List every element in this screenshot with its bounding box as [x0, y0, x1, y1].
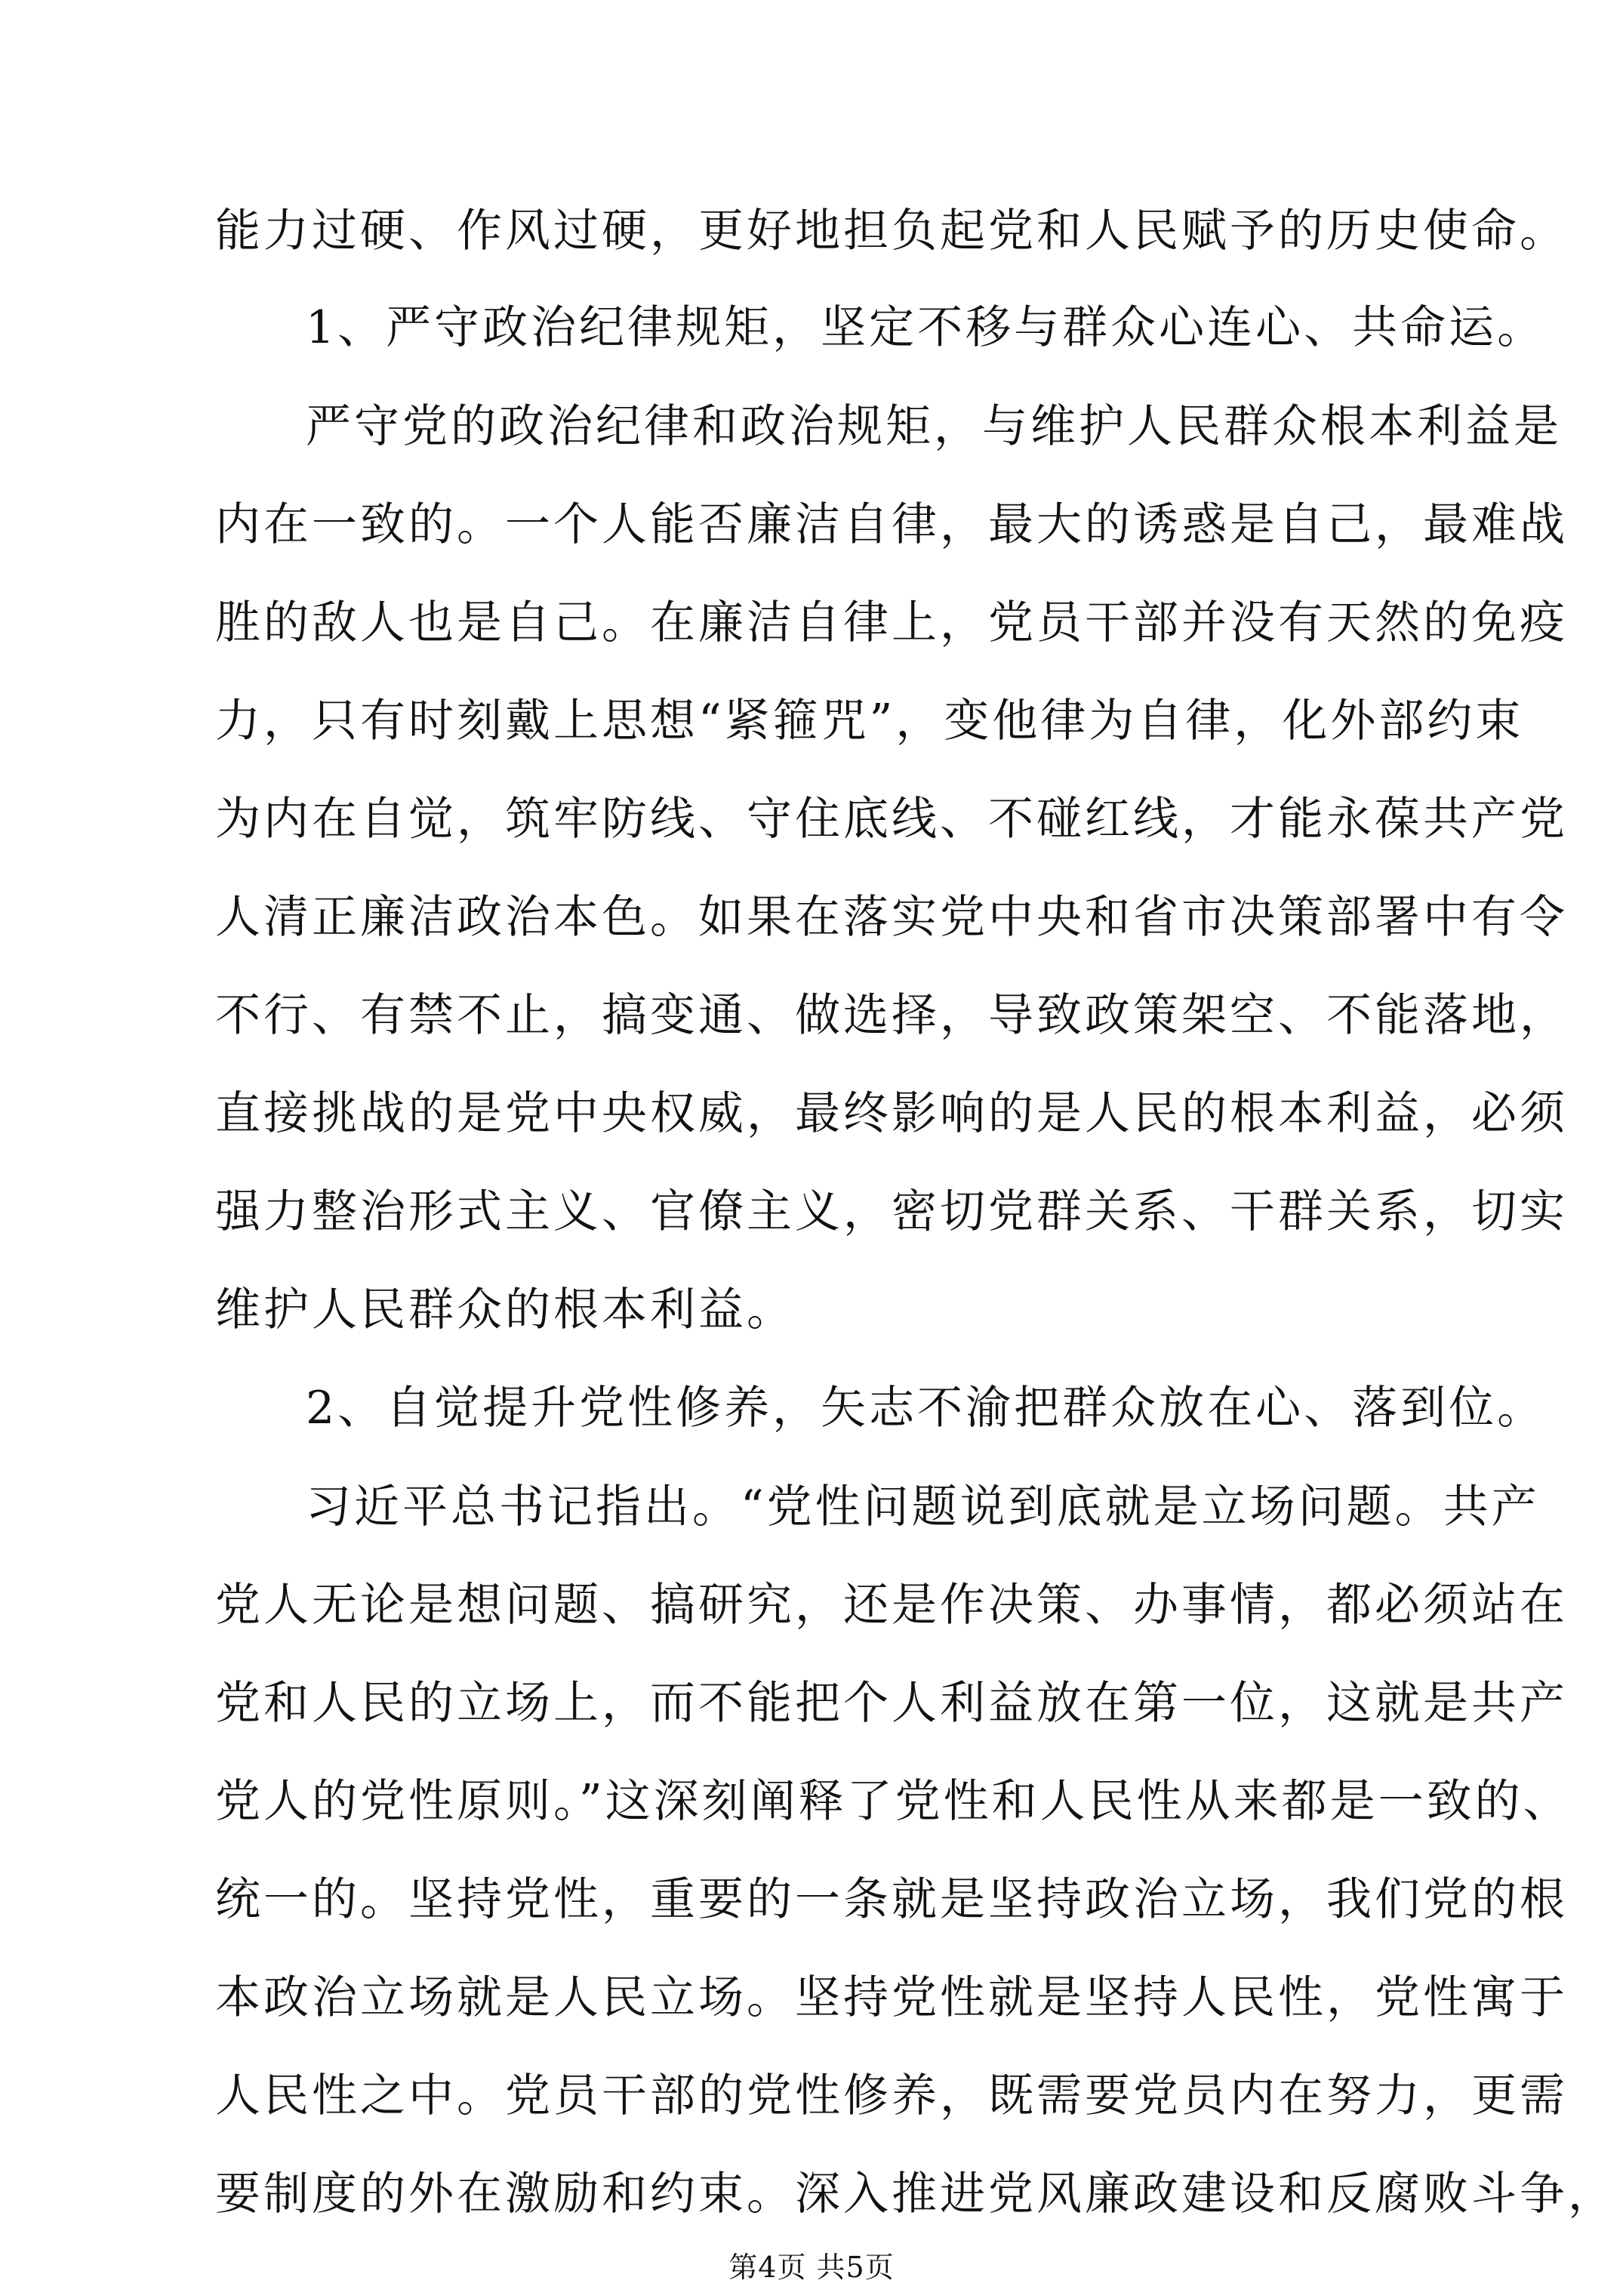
text-line: 本政治立场就是人民立场。坚持党性就是坚持人民性，党性寓于: [215, 1971, 1568, 2024]
text-line: 要制度的外在激励和约束。深入推进党风廉政建设和反腐败斗争，: [215, 2168, 1616, 2220]
text-line: 人清正廉洁政治本色。如果在落实党中央和省市决策部署中有令: [215, 891, 1568, 944]
text-line: 习近平总书记指出。“党性问题说到底就是立场问题。共产: [306, 1481, 1540, 1533]
text-line: 维护人民群众的根本利益。: [215, 1284, 795, 1336]
text-line: 内在一致的。一个人能否廉洁自律，最大的诱惑是自己，最难战: [215, 498, 1568, 551]
text-line: 人民性之中。党员干部的党性修养，既需要党员内在努力，更需: [215, 2069, 1568, 2122]
text-line: 党人的党性原则。”这深刻阐释了党性和人民性从来都是一致的、: [215, 1775, 1572, 1828]
section-heading-1: 1、严守政治纪律规矩，坚定不移与群众心连心、共命运。: [306, 301, 1546, 354]
text-line: 强力整治形式主义、官僚主义，密切党群关系、干群关系，切实: [215, 1185, 1568, 1238]
text-line: 严守党的政治纪律和政治规矩，与维护人民群众根本利益是: [306, 400, 1562, 453]
text-line: 不行、有禁不止，搞变通、做选择，导致政策架空、不能落地，: [215, 989, 1568, 1042]
text-line: 党和人民的立场上，而不能把个人利益放在第一位，这就是共产: [215, 1677, 1568, 1730]
text-line: 党人无论是想问题、搞研究，还是作决策、办事情，都必须站在: [215, 1579, 1568, 1632]
section-heading-2: 2、自觉提升党性修养，矢志不渝把群众放在心、落到位。: [306, 1382, 1546, 1435]
text-line: 能力过硬、作风过硬，更好地担负起党和人民赋予的历史使命。: [215, 205, 1568, 257]
text-line: 胜的敌人也是自己。在廉洁自律上，党员干部并没有天然的免疫: [215, 596, 1568, 649]
page-footer: 第4页 共5页: [728, 2251, 895, 2284]
text-line: 统一的。坚持党性，重要的一条就是坚持政治立场，我们党的根: [215, 1873, 1568, 1926]
text-line: 为内在自觉，筑牢防线、守住底线、不碰红线，才能永葆共产党: [215, 793, 1568, 846]
text-line: 直接挑战的是党中央权威，最终影响的是人民的根本利益，必须: [215, 1087, 1568, 1140]
text-line: 力，只有时刻戴上思想“紧箍咒”，变他律为自律，化外部约束: [215, 695, 1524, 747]
